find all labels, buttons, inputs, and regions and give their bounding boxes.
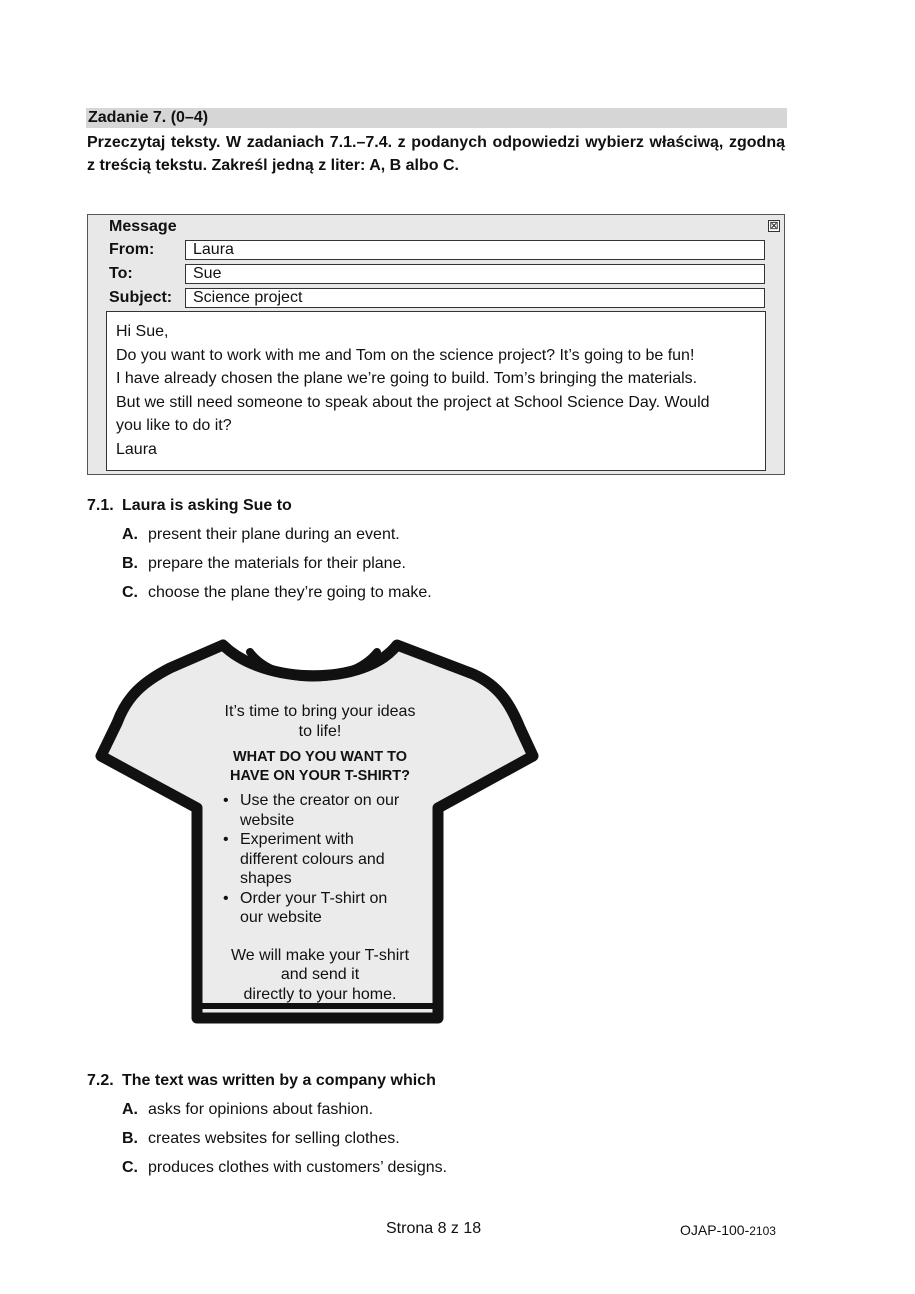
bullet-line: • Experiment with (240, 831, 354, 848)
option-text: produces clothes with customers’ designs. (148, 1159, 448, 1176)
message-line: you like to do it? (116, 417, 232, 434)
option-letter: C. (122, 1159, 138, 1176)
option-letter: B. (122, 1130, 138, 1147)
bullet-line: different colours and (240, 850, 385, 868)
list-item (240, 889, 440, 928)
bullet-line: website (240, 811, 295, 829)
tshirt-intro-1: It’s time to bring your ideas (224, 703, 416, 720)
option-text: present their plane during an event. (148, 526, 400, 543)
option-letter: A. (122, 526, 138, 543)
question-number: 7.2. (87, 1072, 114, 1089)
to-field: Sue (185, 264, 765, 284)
message-line: Hi Sue, (116, 323, 169, 340)
subject-label: Subject: (109, 289, 173, 306)
tshirt-intro-2: to life! (298, 722, 342, 740)
option-text: asks for opinions about fashion. (148, 1101, 374, 1118)
option-7-2-a[interactable] (122, 1101, 373, 1119)
message-window (87, 214, 785, 475)
option-text: choose the plane they’re going to make. (148, 584, 432, 601)
bullet-line: • Use the creator on our (240, 792, 400, 809)
option-7-1-c[interactable] (122, 584, 432, 602)
to-label: To: (109, 265, 133, 282)
tshirt-outro-2: and send it (280, 966, 360, 983)
option-7-2-b[interactable] (122, 1130, 400, 1148)
close-icon: ⊠ (769, 220, 779, 232)
task-instruction: Przeczytaj teksty. W zadaniach 7.1.–7.4. z podanych odpowiedzi wybierz właściwą, zgodną z treścią tekstu. Zakreśl jedną z liter: A, B albo C. (87, 134, 785, 174)
tshirt-outro-1: We will make your T-shirt (230, 946, 410, 964)
exam-code-small: 2103 (749, 1224, 776, 1238)
bullet-line: shapes (240, 870, 292, 887)
tshirt-heading-1: WHAT DO YOU WANT TO (233, 749, 407, 765)
tshirt-outro-3: directly to your home. (243, 985, 397, 1003)
message-line: Laura (116, 440, 157, 458)
from-label: From: (109, 241, 155, 258)
tshirt-text (200, 702, 440, 1004)
option-7-1-a[interactable] (122, 526, 400, 544)
from-field: Laura (185, 240, 765, 260)
option-7-2-c[interactable] (122, 1159, 447, 1177)
option-letter: C. (122, 584, 138, 601)
option-text: creates websites for selling clothes. (148, 1130, 400, 1147)
question-7-2 (87, 1072, 436, 1090)
exam-code-main: OJAP-100- (680, 1222, 750, 1238)
bullet-line: our website (240, 909, 322, 926)
option-letter: A. (122, 1101, 138, 1118)
subject-field: Science project (185, 288, 765, 308)
message-line: I have already chosen the plane we’re going to build. Tom’s bringing the materials. (116, 370, 698, 387)
question-7-1 (87, 497, 292, 515)
page-number: Strona 8 z 18 (386, 1220, 482, 1237)
exam-code (680, 1222, 776, 1238)
task-title: Zadanie 7. (0–4) (86, 108, 787, 128)
question-number: 7.1. (87, 497, 114, 514)
list-item (240, 791, 440, 830)
option-text: prepare the materials for their plane. (148, 555, 406, 572)
message-body (106, 311, 766, 471)
message-line: But we still need someone to speak about the project at School Science Day. Would (116, 393, 710, 411)
option-letter: B. (122, 555, 138, 572)
message-window-title: Message (109, 218, 177, 235)
tshirt-heading-2: HAVE ON YOUR T-SHIRT? (230, 768, 410, 784)
option-7-1-b[interactable] (122, 555, 406, 573)
question-text: The text was written by a company which (122, 1072, 436, 1089)
message-line: Do you want to work with me and Tom on the science project? It’s going to be fun! (116, 346, 695, 364)
tshirt-bullets (200, 791, 440, 928)
list-item (240, 830, 440, 889)
question-text: Laura is asking Sue to (122, 497, 292, 514)
bullet-line: • Order your T-shirt on (240, 889, 388, 907)
